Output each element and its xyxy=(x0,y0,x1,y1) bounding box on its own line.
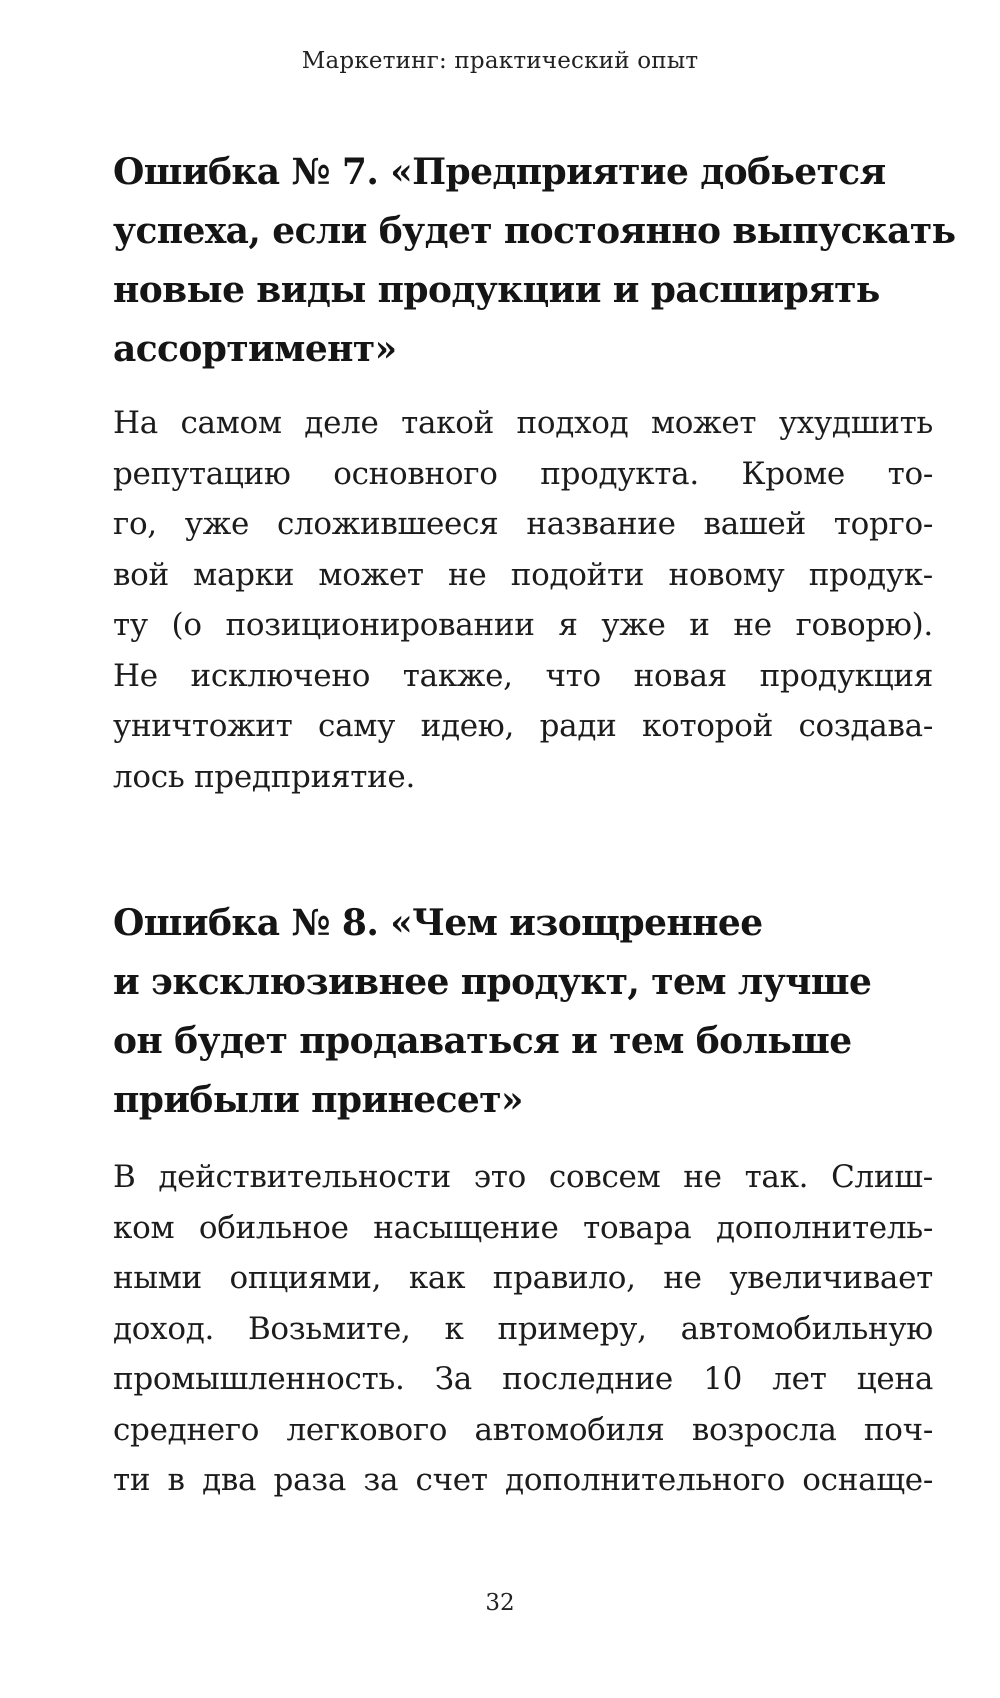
body-line: Не исключено также, что новая продукция xyxy=(113,657,933,694)
body-line: ком обильное насыщение товара дополнитель- xyxy=(113,1209,933,1246)
body-line: промышленность. За последние 10 лет цена xyxy=(113,1361,933,1397)
body-line: го, уже сложившееся название вашей торго- xyxy=(113,506,933,542)
heading-line: прибыли принесет» xyxy=(113,1079,523,1121)
body-line: репутацию основного продукта. Кроме то- xyxy=(113,455,933,492)
heading-line: Ошибка № 8. «Чем изощреннее xyxy=(113,902,763,944)
body-line: ти в два раза за счет дополнительного оснаще- xyxy=(113,1462,933,1498)
body-line: вой марки может не подойти новому продук- xyxy=(113,556,933,593)
heading-line: новые виды продукции и расширять xyxy=(113,269,880,311)
heading-line: и эксклюзивнее продукт, тем лучше xyxy=(113,961,872,1003)
body-line: ту (о позиционировании я уже и не говорю). xyxy=(113,607,933,643)
section-body-mistake-7 xyxy=(113,398,933,802)
body-line: ными опциями, как правило, не увеличивает xyxy=(113,1260,933,1296)
running-head: Маркетинг: практический опыт xyxy=(301,48,699,74)
section-heading-mistake-7 xyxy=(113,143,956,379)
body-line: В действительности это совсем не так. Слиш- xyxy=(113,1159,933,1195)
heading-line: Ошибка № 7. «Предприятие добьется xyxy=(113,151,886,193)
body-line: доход. Возьмите, к примеру, автомобильную xyxy=(113,1310,933,1347)
body-line: лось предприятие. xyxy=(113,758,416,795)
heading-line: он будет продаваться и тем больше xyxy=(113,1020,852,1062)
body-line: На самом деле такой подход может ухудшить xyxy=(113,405,933,441)
body-line: уничтожит саму идею, ради которой создава- xyxy=(113,708,933,744)
section-body-mistake-8 xyxy=(113,1152,933,1506)
page-number: 32 xyxy=(485,1590,515,1616)
body-line: среднего легкового автомобиля возросла поч- xyxy=(113,1411,933,1448)
section-heading-mistake-8 xyxy=(113,894,933,1130)
heading-line: ассортимент» xyxy=(113,328,397,370)
heading-line: успеха, если будет постоянно выпускать xyxy=(113,210,956,252)
